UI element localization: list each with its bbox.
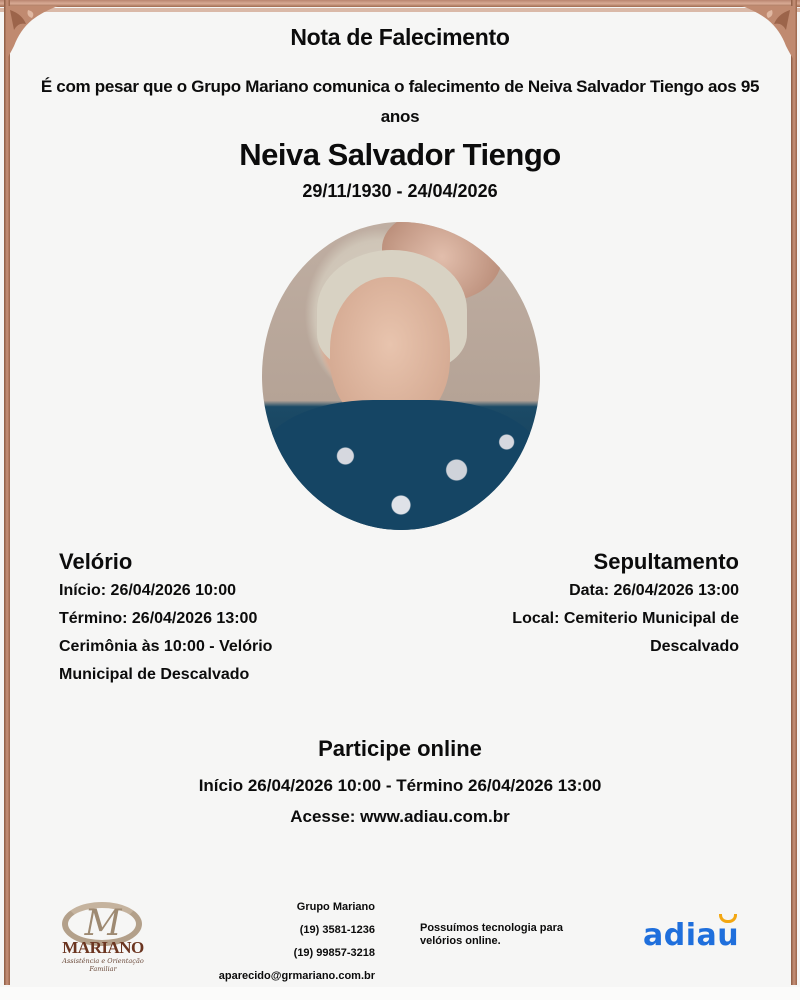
mariano-logo: [48, 902, 158, 972]
velorio-end: Término: 26/04/2026 13:00: [59, 610, 258, 627]
notice-title: Nota de Falecimento: [290, 24, 510, 50]
adiau-logo[interactable]: [643, 918, 739, 953]
contact-phone-2[interactable]: (19) 99857-3218: [293, 947, 375, 959]
frame-top-rail: [0, 0, 800, 7]
deceased-name: Neiva Salvador Tiengo: [239, 137, 561, 172]
frame-inner-rail: [0, 8, 800, 12]
velorio-location: Municipal de Descalvado: [59, 666, 250, 683]
deceased-photo: [262, 222, 540, 530]
sepultamento-title: Sepultamento: [593, 549, 739, 574]
online-tech-promo: Possuímos tecnologia para velórios online.: [420, 922, 564, 947]
sepultamento-location: Local: Cemiterio Municipal de: [512, 610, 739, 627]
online-schedule: Início 26/04/2026 10:00 - Término 26/04/2026 13:00: [198, 776, 602, 795]
logo-tagline: Assistência e Orientação Familiar: [62, 957, 144, 973]
adiau-logo-prefix: adia: [643, 918, 718, 953]
notice-intro: É com pesar que o Grupo Mariano comunica o falecimento de Neiva Salvador Tiengo aos 95 anos: [40, 77, 760, 126]
logo-m-letter: M: [84, 903, 122, 944]
adiau-logo-last: u: [717, 918, 740, 953]
velorio-title: Velório: [59, 549, 133, 574]
contact-company: Grupo Mariano: [296, 901, 375, 913]
online-access-link[interactable]: Acesse: www.adiau.com.br: [290, 807, 510, 826]
velorio-start: Início: 26/04/2026 10:00: [59, 582, 236, 599]
online-title: Participe online: [318, 736, 482, 761]
contact-email[interactable]: aparecido@grmariano.com.br: [218, 970, 375, 982]
life-dates: 29/11/1930 - 24/04/2026: [302, 181, 498, 201]
sepultamento-location-cont: Descalvado: [650, 638, 739, 655]
contact-phone-1[interactable]: (19) 3581-1236: [299, 924, 375, 936]
contact-block: [219, 896, 375, 988]
velorio-section: [59, 547, 389, 689]
sepultamento-section: [409, 547, 739, 661]
logo-wordmark: MARIANO: [62, 938, 144, 957]
velorio-ceremony: Cerimônia às 10:00 - Velório: [59, 638, 273, 655]
sepultamento-date: Data: 26/04/2026 13:00: [569, 582, 739, 599]
